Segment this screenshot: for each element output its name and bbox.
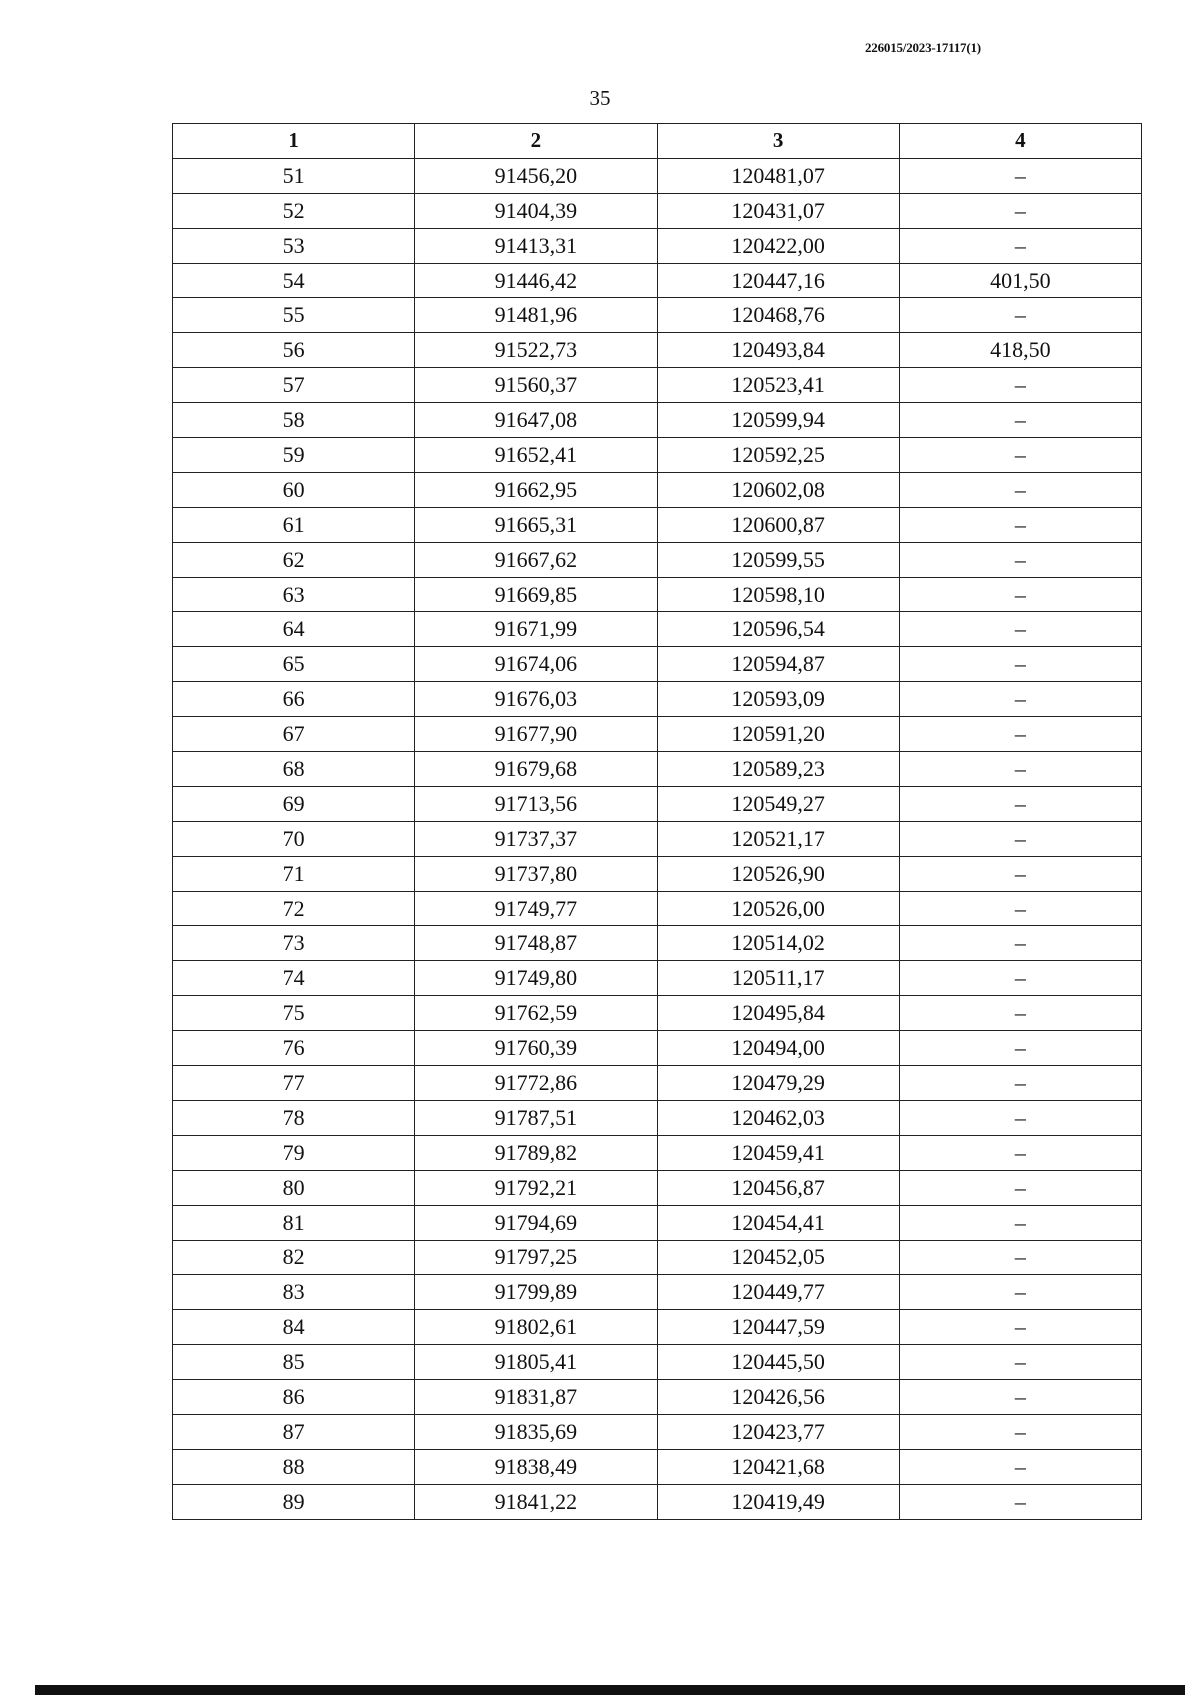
table-cell-col-1: 59 <box>173 438 415 473</box>
table-cell-col-2: 91772,86 <box>415 1066 657 1101</box>
table-cell-col-1: 81 <box>173 1205 415 1240</box>
table-row <box>173 1205 1142 1240</box>
table-cell-col-4: – <box>899 1100 1141 1135</box>
table-cell-col-4: – <box>899 1484 1141 1519</box>
table-cell-col-4: – <box>899 577 1141 612</box>
table-row <box>173 472 1142 507</box>
table-cell-col-4: – <box>899 1449 1141 1484</box>
table-cell-col-3: 120523,41 <box>657 368 899 403</box>
table-row <box>173 752 1142 787</box>
table-row <box>173 1345 1142 1380</box>
table-cell-col-2: 91679,68 <box>415 752 657 787</box>
table-cell-col-1: 83 <box>173 1275 415 1310</box>
table-cell-col-4: – <box>899 856 1141 891</box>
table-cell-col-3: 120598,10 <box>657 577 899 612</box>
table-cell-col-3: 120596,54 <box>657 612 899 647</box>
table-cell-col-1: 79 <box>173 1135 415 1170</box>
table-cell-col-2: 91794,69 <box>415 1205 657 1240</box>
table-cell-col-4: – <box>899 1380 1141 1415</box>
table-row <box>173 507 1142 542</box>
table-cell-col-1: 78 <box>173 1100 415 1135</box>
table-cell-col-4: – <box>899 1205 1141 1240</box>
table-row <box>173 333 1142 368</box>
table-cell-col-2: 91789,82 <box>415 1135 657 1170</box>
table-row <box>173 612 1142 647</box>
table-cell-col-3: 120494,00 <box>657 1031 899 1066</box>
table-cell-col-4: – <box>899 193 1141 228</box>
table-cell-col-1: 61 <box>173 507 415 542</box>
table-body <box>173 158 1142 1519</box>
table-cell-col-3: 120479,29 <box>657 1066 899 1101</box>
table-cell-col-1: 67 <box>173 717 415 752</box>
table-cell-col-4: – <box>899 472 1141 507</box>
table-cell-col-4: – <box>899 1275 1141 1310</box>
table-cell-col-4: – <box>899 403 1141 438</box>
table-row <box>173 1414 1142 1449</box>
table-cell-col-4: – <box>899 1066 1141 1101</box>
table-cell-col-4: – <box>899 682 1141 717</box>
table-row <box>173 403 1142 438</box>
table-cell-col-4: – <box>899 1240 1141 1275</box>
table-cell-col-3: 120454,41 <box>657 1205 899 1240</box>
table-cell-col-2: 91749,80 <box>415 961 657 996</box>
table-cell-col-1: 76 <box>173 1031 415 1066</box>
table-row <box>173 1275 1142 1310</box>
table-cell-col-1: 84 <box>173 1310 415 1345</box>
table-row <box>173 1100 1142 1135</box>
table-cell-col-1: 86 <box>173 1380 415 1415</box>
table-row <box>173 1170 1142 1205</box>
table-cell-col-3: 120526,00 <box>657 891 899 926</box>
table-cell-col-1: 55 <box>173 298 415 333</box>
table-cell-col-4: – <box>899 368 1141 403</box>
table-cell-col-4: – <box>899 961 1141 996</box>
table-row <box>173 368 1142 403</box>
table-row <box>173 1380 1142 1415</box>
table-cell-col-3: 120493,84 <box>657 333 899 368</box>
table-cell-col-4: – <box>899 821 1141 856</box>
table-cell-col-3: 120599,94 <box>657 403 899 438</box>
table-cell-col-4: – <box>899 438 1141 473</box>
table-cell-col-3: 120511,17 <box>657 961 899 996</box>
table-cell-col-2: 91481,96 <box>415 298 657 333</box>
table-cell-col-4: – <box>899 926 1141 961</box>
table-cell-col-2: 91677,90 <box>415 717 657 752</box>
table-cell-col-4: – <box>899 1135 1141 1170</box>
table-row <box>173 158 1142 193</box>
table-cell-col-3: 120589,23 <box>657 752 899 787</box>
coordinates-table <box>172 123 1142 1520</box>
table-cell-col-4: – <box>899 158 1141 193</box>
table-cell-col-1: 70 <box>173 821 415 856</box>
table-cell-col-3: 120468,76 <box>657 298 899 333</box>
table-row <box>173 717 1142 752</box>
table-cell-col-4: – <box>899 1031 1141 1066</box>
table-row <box>173 298 1142 333</box>
table-cell-col-2: 91665,31 <box>415 507 657 542</box>
table-cell-col-2: 91713,56 <box>415 786 657 821</box>
document-number: 226015/2023-17117(1) <box>865 40 981 55</box>
table-cell-col-2: 91667,62 <box>415 542 657 577</box>
table-row <box>173 1484 1142 1519</box>
table-cell-col-3: 120591,20 <box>657 717 899 752</box>
table-cell-col-1: 53 <box>173 228 415 263</box>
table-cell-col-2: 91676,03 <box>415 682 657 717</box>
table-cell-col-2: 91838,49 <box>415 1449 657 1484</box>
table-cell-col-2: 91652,41 <box>415 438 657 473</box>
table-cell-col-2: 91522,73 <box>415 333 657 368</box>
table-cell-col-3: 120459,41 <box>657 1135 899 1170</box>
table-cell-col-4: – <box>899 786 1141 821</box>
table-cell-col-3: 120521,17 <box>657 821 899 856</box>
table-cell-col-1: 58 <box>173 403 415 438</box>
table-cell-col-2: 91831,87 <box>415 1380 657 1415</box>
table-row <box>173 542 1142 577</box>
table-cell-col-2: 91737,37 <box>415 821 657 856</box>
table-cell-col-1: 51 <box>173 158 415 193</box>
table-cell-col-2: 91762,59 <box>415 996 657 1031</box>
table-cell-col-4: – <box>899 996 1141 1031</box>
table-cell-col-2: 91748,87 <box>415 926 657 961</box>
column-header-2: 2 <box>415 124 657 159</box>
table-cell-col-1: 82 <box>173 1240 415 1275</box>
table-cell-col-4: – <box>899 298 1141 333</box>
table-cell-col-3: 120419,49 <box>657 1484 899 1519</box>
table-cell-col-2: 91787,51 <box>415 1100 657 1135</box>
table-cell-col-2: 91674,06 <box>415 647 657 682</box>
table-row <box>173 996 1142 1031</box>
table-cell-col-3: 120445,50 <box>657 1345 899 1380</box>
table-cell-col-1: 64 <box>173 612 415 647</box>
table-cell-col-1: 87 <box>173 1414 415 1449</box>
table-cell-col-1: 63 <box>173 577 415 612</box>
table-row <box>173 647 1142 682</box>
table-cell-col-3: 120462,03 <box>657 1100 899 1135</box>
table-cell-col-1: 62 <box>173 542 415 577</box>
table-cell-col-1: 72 <box>173 891 415 926</box>
table-row <box>173 1240 1142 1275</box>
table-cell-col-3: 120456,87 <box>657 1170 899 1205</box>
table-row <box>173 438 1142 473</box>
table-cell-col-1: 74 <box>173 961 415 996</box>
table-cell-col-1: 60 <box>173 472 415 507</box>
table-cell-col-3: 120514,02 <box>657 926 899 961</box>
table-cell-col-2: 91671,99 <box>415 612 657 647</box>
table-cell-col-3: 120447,16 <box>657 263 899 298</box>
column-header-1: 1 <box>173 124 415 159</box>
table-row <box>173 891 1142 926</box>
table-cell-col-2: 91647,08 <box>415 403 657 438</box>
table-cell-col-4: – <box>899 1310 1141 1345</box>
table-cell-col-4: 401,50 <box>899 263 1141 298</box>
table-row <box>173 1310 1142 1345</box>
table-cell-col-2: 91413,31 <box>415 228 657 263</box>
table-cell-col-2: 91760,39 <box>415 1031 657 1066</box>
table-cell-col-3: 120594,87 <box>657 647 899 682</box>
table-cell-col-1: 56 <box>173 333 415 368</box>
table-row <box>173 1031 1142 1066</box>
table-cell-col-1: 75 <box>173 996 415 1031</box>
table-cell-col-2: 91737,80 <box>415 856 657 891</box>
table-cell-col-3: 120602,08 <box>657 472 899 507</box>
table-cell-col-3: 120481,07 <box>657 158 899 193</box>
table-cell-col-1: 73 <box>173 926 415 961</box>
table-cell-col-1: 54 <box>173 263 415 298</box>
table-cell-col-3: 120426,56 <box>657 1380 899 1415</box>
table-cell-col-4: – <box>899 507 1141 542</box>
table-cell-col-4: – <box>899 891 1141 926</box>
table-cell-col-1: 57 <box>173 368 415 403</box>
table-row <box>173 193 1142 228</box>
table-cell-col-4: – <box>899 542 1141 577</box>
table-cell-col-4: – <box>899 717 1141 752</box>
table-row <box>173 1449 1142 1484</box>
table-cell-col-2: 91835,69 <box>415 1414 657 1449</box>
table-cell-col-2: 91802,61 <box>415 1310 657 1345</box>
table-row <box>173 1066 1142 1101</box>
table-cell-col-2: 91805,41 <box>415 1345 657 1380</box>
table-cell-col-2: 91560,37 <box>415 368 657 403</box>
table-cell-col-2: 91749,77 <box>415 891 657 926</box>
table-cell-col-1: 85 <box>173 1345 415 1380</box>
table-cell-col-1: 65 <box>173 647 415 682</box>
table-cell-col-3: 120599,55 <box>657 542 899 577</box>
table-cell-col-3: 120423,77 <box>657 1414 899 1449</box>
table-row <box>173 682 1142 717</box>
table-cell-col-2: 91669,85 <box>415 577 657 612</box>
page-number: 35 <box>589 86 611 110</box>
table-cell-col-4: 418,50 <box>899 333 1141 368</box>
table-cell-col-2: 91841,22 <box>415 1484 657 1519</box>
table-row <box>173 961 1142 996</box>
table-row <box>173 786 1142 821</box>
table-row <box>173 577 1142 612</box>
table-cell-col-1: 68 <box>173 752 415 787</box>
table-cell-col-3: 120592,25 <box>657 438 899 473</box>
page-bottom-border <box>35 1685 1185 1695</box>
table-cell-col-4: – <box>899 647 1141 682</box>
table-cell-col-1: 77 <box>173 1066 415 1101</box>
table-row <box>173 228 1142 263</box>
table-cell-col-3: 120526,90 <box>657 856 899 891</box>
table-cell-col-4: – <box>899 228 1141 263</box>
table-cell-col-2: 91799,89 <box>415 1275 657 1310</box>
table-cell-col-3: 120449,77 <box>657 1275 899 1310</box>
table-cell-col-4: – <box>899 752 1141 787</box>
table-cell-col-3: 120593,09 <box>657 682 899 717</box>
table-cell-col-1: 88 <box>173 1449 415 1484</box>
table-cell-col-1: 89 <box>173 1484 415 1519</box>
table-cell-col-2: 91797,25 <box>415 1240 657 1275</box>
table-cell-col-1: 66 <box>173 682 415 717</box>
table-cell-col-2: 91456,20 <box>415 158 657 193</box>
table-cell-col-3: 120431,07 <box>657 193 899 228</box>
table-row <box>173 263 1142 298</box>
table-cell-col-4: – <box>899 1414 1141 1449</box>
table-cell-col-3: 120452,05 <box>657 1240 899 1275</box>
table-cell-col-4: – <box>899 1345 1141 1380</box>
table-row <box>173 1135 1142 1170</box>
table-cell-col-3: 120549,27 <box>657 786 899 821</box>
table-cell-col-1: 80 <box>173 1170 415 1205</box>
table-cell-col-1: 71 <box>173 856 415 891</box>
column-header-4: 4 <box>899 124 1141 159</box>
table-cell-col-2: 91792,21 <box>415 1170 657 1205</box>
table-row <box>173 856 1142 891</box>
table-cell-col-1: 69 <box>173 786 415 821</box>
table-cell-col-4: – <box>899 612 1141 647</box>
table-cell-col-3: 120422,00 <box>657 228 899 263</box>
table-header-row <box>173 124 1142 159</box>
table-cell-col-2: 91404,39 <box>415 193 657 228</box>
table-cell-col-2: 91446,42 <box>415 263 657 298</box>
table-cell-col-2: 91662,95 <box>415 472 657 507</box>
table-cell-col-1: 52 <box>173 193 415 228</box>
table-cell-col-3: 120600,87 <box>657 507 899 542</box>
table-cell-col-4: – <box>899 1170 1141 1205</box>
table-cell-col-3: 120421,68 <box>657 1449 899 1484</box>
table-cell-col-3: 120447,59 <box>657 1310 899 1345</box>
column-header-3: 3 <box>657 124 899 159</box>
table-row <box>173 821 1142 856</box>
table-cell-col-3: 120495,84 <box>657 996 899 1031</box>
table-row <box>173 926 1142 961</box>
